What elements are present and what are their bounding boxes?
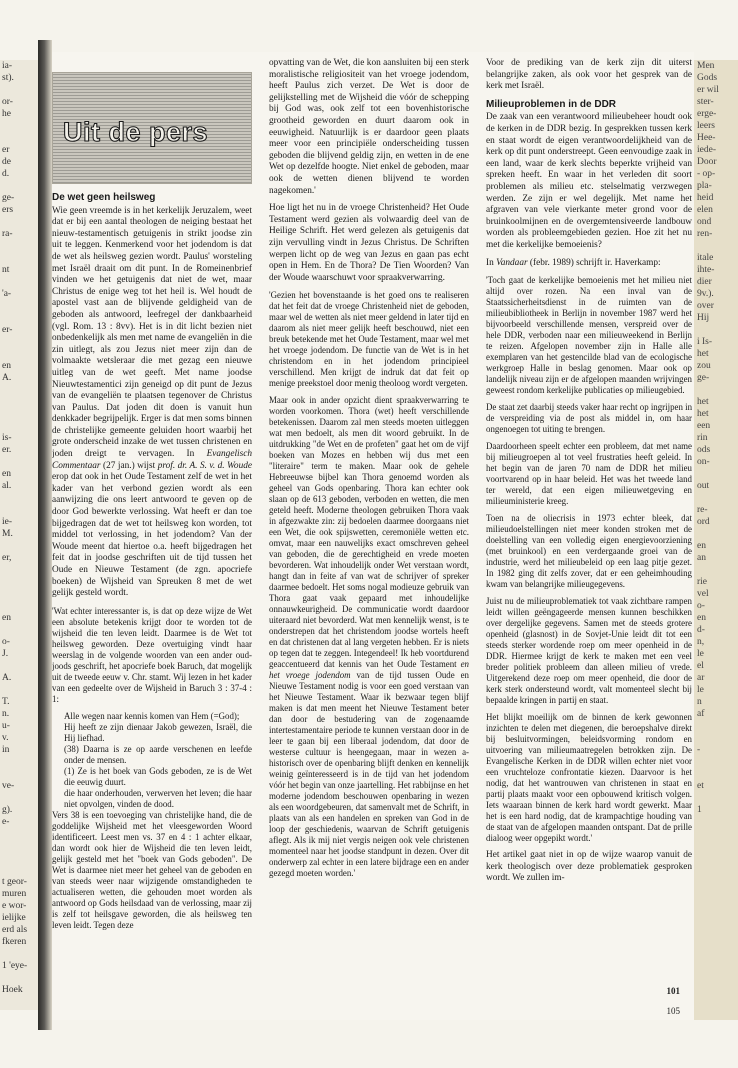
section-banner xyxy=(52,72,252,184)
quote-paragraph: Het blijkt moeilijk om de binnen de kerk gewonnen inzichten te delen met diegenen, die beroepshalve direkt bij besluitvormingen, beleidsvorming rondom en uitvoering van milieumaatregelen betrokken zijn. De Evangelische Kerken in de DDR willen echter niet voor een vruchteloze confrontatie kiezen. Daarvoor is het nodig, dat het wantrouwen van christenen in staat en partij plaats maakt voor een opbouwend kritisch volgen. Iets waaraan binnen de kerk hard wordt gewerkt. Maar het is een hard nodig, dat de krampachtige houding van de staat van de afgelopen maanden ontspant. Dat de prille dialoog weer opgepikt wordt.' xyxy=(486,712,692,844)
author-name: prof. dr. A. S. v. d. Woude xyxy=(157,460,252,471)
quote-paragraph: 'Toch gaat de kerkelijke bemoeienis met het milieu niet altijd over rozen. Na een inval van de Staatssicherheitsdienst in de ruimten van de milieubibliotheek in Berlijn in november 1987 werd het bijvoorbeeld verschillende mensen, verspreid over de hele DDR, verboden naar een milieuweekend in Berlijn te reizen. Afgelopen november zijn in Halle alle exemplaren van het gestencilde blad van de ecologische werkgroep Halle in beslag genomen. Maar ook op landelijk niveau zijn er de afgelopen maanden wrijvingen geweest rondom kerkelijke publicaties op milieugebied. xyxy=(486,275,692,396)
emphasis: en het vroege jodendom xyxy=(269,659,469,681)
quote-paragraph: 'Gezien het bovenstaande is het goed ons te realiseren dat het feit dat de vroege Christenheid niet de geboden, maar wel de wetten als niet meer geldend in later tijd en daarom als niet meer gelijk heeft beschouwd, niet een breuk betekende met het Oude Testament, maar wel met het vroege jodendom. De functie van de Wet is in het christendom en in het jodendom principieel verschillend. Men krijgt de indruk dat dat feit op menige preekstoel door menig theoloog wordt vergeten. xyxy=(269,290,469,389)
scripture-verse: (38) Daarna is ze op aarde verschenen en leefde onder de mensen. xyxy=(64,743,252,765)
paragraph: In Vandaar (febr. 1989) schrijft ir. Haverkamp: xyxy=(486,257,661,268)
quote-paragraph: Maar ook in ander opzicht dient spraakverwarring te worden voorkomen. Thora (wet) heeft verschillende betekenissen. Daarom zal men steeds moeten uitleggen wat men bedoelt, als men dit woord gebruikt. In de uitdrukking "de Wet en de profeten" gaat het om de vijf boeken van Mozes en hebben wij dus met een "literaire" term te maken. Maar ook de gehele Hebreeuwse bijbel kan Thora genoemd worden als geheel van Gods openbaring. Thora kan echter ook slaan op de 613 geboden, verboden en wetten, die men geteld heeft. Moderne theologen gebruiken Thora vaak in afgezwakte zin: zij bedoelen daarmee doorgaans niet een Wet, die ook spijswetten, ceremoniële wetten etc. omvat, maar een nauwelijks exact omschreven geheel van geboden, die de gerechtigheid en vrede moeten bevorderen. Wat inhoudelijk onder Wet verstaan wordt, hangt dan in feite af van wat de schrijver of spreker daarmee bedoelt. Het soms nogal modieuze gebruik van Thora gaat vaak gepaard met inhoudelijke onnauwkeurigheid. De communicatie wordt daardoor uiteraard niet bevorderd. Wat men kennelijk wenst, is te onderstrepen dat het christendom joodse wortels heeft en dat christenen dat al lang vergeten hebben. Er is niets op tegen dat te zeggen. Integendeel! Ik heb voortdurend geaccentueerd dat kennis van het Oude Testament en het vroege jodendom van de tijd tussen Oude en Nieuwe Testament nodig is voor een goed verstaan van het Nieuwe Testament. Waar ik bezwaar tegen blijf maken is dat men meent het Nieuwe Testament beter dan door de bestudering van de zogenaamde intertestamentaire periode te kunnen verstaan door in de leer te gaan bij een liberaal jodendom, dat door de westerse cultuur is heengegaan, maar in wezen a-historisch over de openbaring blijft denken en kennelijk weinig geïnteresseerd is in de tijd van het jodendom vóór het begin van onze jaartelling. Het rabbijnse en het moderne jodendom beschouwen openbaring in wezen als een woordgebeuren, dat samenvalt met de Schrift, in plaats van als een handelen en spreken van God in de loop der geschiedenis, waarvan de Schrift getuigenis aflegt. Als ik mij niet vergis neigen ook vele christenen momenteel naar het joodse standpunt in dezen. Over dit onderwerp zal echter in een latere bijdrage een en ander gezegd moeten worden.' xyxy=(269,395,469,879)
left-margin-fragments: ia- st). or- he er de d. ge- ers ra- nt 'a- er- en A. is- er. en al. ie- M. er, en o- J. A. T. n. u- v. in ve- g). e- t geor- muren e wor- ielijke erd als fkeren 1 'eye- Hoek xyxy=(2,61,28,995)
adjacent-page-right xyxy=(693,60,738,1020)
quote-paragraph: Juist nu de milieuproblematiek tot vaak zichtbare rampen leidt willen geëngageerde mensen kunnen beschikken over dergelijke gegevens. Samen met de steeds grotere openheid (glasnost) in de Sovjet-Unie leidt dit tot een steeds sterker wordende roep om meer openheid in de DDR. Hiermee krijgt de kerk te maken met een veel breder politiek probleem dan alleen milieu of vrede. Uitgerekend deze roep om meer openheid, die door de kerk sterk ondersteund wordt, valt momenteel slecht bij bepaalde kringen in partij en staat. xyxy=(486,596,692,706)
paragraph: Hoe ligt het nu in de vroege Christenheid? Het Oude Testament werd gezien als volwaardig deel van de Heilige Schrift. Het werd gelezen als getuigenis dat zijn vervulling vindt in Jezus Christus. De Schriften werpen licht op de weg van Jezus en gaan pas echt open in Hem. En de Thora? De Tien Woorden? Van der Woude waarschuwt voor spraakverwarring. xyxy=(269,203,469,283)
magazine-page xyxy=(52,52,694,1020)
quote-paragraph: 'Wat echter interessanter is, is dat op deze wijze de Wet een absolute betekenis krijgt door te worden tot de wijsheid die ten leven leidt. Daarmee is de Wet tot heilsweg geworden. Deze overtuiging vindt haar weerslag in de volgende woorden van een ander oud-joods geschrift, het apocriefe boek Baruch, dat mogelijk uit de tweede eeuw v. Chr. stamt. Wij lezen in het kader van een gedeelte over de Wijsheid in Baruch 3 : 37-4 : 1: xyxy=(52,605,252,704)
paragraph: opvatting van de Wet, die kon aansluiten bij een sterk moralistische religiositeit van het vroege jodendom, heeft Paulus zich verzet. De Wet is door de gelijkstelling met de Wijsheid die vóór de schepping bij God was, ook zelf tot een bovenhistorische grootheid geworden en duurt daarom ook in eeuwigheid. Natuurlijk is er daardoor geen plaats meer voor een principiële onderscheiding tussen geboden die blijvend geldig zijn, en wetten in de ene Wet op dezelfde hoogte. Niet enkel de geboden, maar ook de wetten dienen blijvend te worden nagekomen.' xyxy=(269,58,469,196)
source-title: Vandaar xyxy=(496,257,528,268)
paragraph: Wie geen vreemde is in het kerkelijk Jeruzalem, weet dat er bij een aantal theologen de neiging bestaat het nieuw-testamentisch getuigenis in strikt joodse zin uit te leggen. Kenmerkend voor het jodendom is dat de wet als heilsweg gezien wordt. Paulus' worsteling met Israël draait om dit punt. In de Romeinenbrief vinden we het getuigenis dat niet de wet, maar Christus de enige weg tot het heil is. Wel houdt de apostel vast aan de blijvende geldigheid van de geboden als antwoord, leefregel der dankbaarheid (vgl. Rom. 13 : 8vv). Het is in dit licht bezien niet onbedenkelijk als men met name de evangeliën in die zin uitlegt, als zou Jezus niet meer zijn dan de volmaakte wetsleraar die met gezag een nieuwe uitleg van de wet geeft. Met name joodse Nieuwtestamentici zijn geneigd op dit punt de Jezus van de evangeliën te plaatsen tegenover de Christus van Paulus. Dat joden dit doen is vanuit hun denkkader begrijpelijk. Erger is dat men soms binnen de christelijke gemeente geluiden hoort waarbij het grote onderscheid inzake de wet tussen christenen en joden dreigt te vervagen. In Evangelisch Commentaar (27 jan.) wijst prof. dr. A. S. v. d. Woude erop dat ook in het Oude Testament zelf de wet in het kader van het verbond gezien wordt als een aanwijzing die ons leert antwoord te geven op de door God bewerkte verlossing. Wat heeft er dan toe bijgedragen dat de wet tot heilsweg kon worden, tot middel tot verlossing, in het jodendom? Van der Woude meent dat hiertoe o.a. heeft bijgedragen het feit dat in joodse geschriften uit de tijd tussen het Oude en Nieuwe Testament (de zgn. apocriefe boeken) de Wijsheid van Spreuken 8 met de wet gelijk gesteld wordt. xyxy=(52,205,252,599)
scripture-verse: Hij heeft ze zijn dienaar Jakob gewezen, Israël, die Hij liefhad. xyxy=(64,721,252,743)
column-1 xyxy=(52,58,252,990)
paragraph: De zaak van een verantwoord milieubeheer houdt ook de kerken in de DDR bezig. In gesprekken tussen kerk en staat wordt de eigen verantwoordelijkheid van de kerk op dit punt onderstreept. Geen eenvoudige zaak in een land, waar de kerk slechts beperkte vrijheid van spreken heeft. En waar in het verleden dit soort problemen als milieu etc. stelselmatig verzwegen werden. Ze zijn er wel degelijk. Met name het afgraven van vele vierkante meter grond voor de bruinkoolmijnen en de overgemtensiveerde landbouw worden als probleemgebieden gezien. Hoe zit het nu met die kerkelijke bemoeienis? xyxy=(486,112,692,250)
page-number: 101 xyxy=(666,986,680,996)
source-title: Evangelisch Commentaar xyxy=(52,449,252,471)
column-3 xyxy=(486,58,692,990)
quote-paragraph: De staat zet daarbij steeds vaker haar recht op ingrijpen in de verspreiding via de post als middel in, om haar ongenoegen tot uiting te brengen. xyxy=(486,402,692,435)
adjacent-page-left xyxy=(0,60,39,1010)
right-margin-fragments: Men Gods er wil ster- erge- leers Hee- iede- Door - op- pla- heid elen ond ren- itale ihte- dier 9v.). over Hij i Is- het zou ge- het het een rin ods on- out re- ord en an rie vel o- en d- n, le el ar le n af - et 1 xyxy=(697,61,719,815)
column-2 xyxy=(269,58,469,990)
paragraph: Het artikel gaat niet in op de wijze waarop vanuit de kerk theologisch over deze problematiek gesproken wordt. We zullen im- xyxy=(486,850,692,884)
scripture-verse: Alle wegen naar kennis komen van Hem (=God); xyxy=(64,710,240,721)
page-number-secondary: 105 xyxy=(666,1006,680,1016)
quote-paragraph: Toen na de oliecrisis in 1973 echter bleek, dat milieudoelstellingen niet meer konden stroken met de doelstelling van een volledig eigen energievoorziening (met bruinkool) en een verdergaande groei van de industrie, werd het milieubeleid op een laag pitje gezet. In 1982 ging dit zelfs zover, dat er een geheimhouding kwam van belangrijke milieugegevens. xyxy=(486,513,692,590)
paragraph: Voor de prediking van de kerk zijn dit uiterst belangrijke zaken, als ook voor het gesprek van de kerk met Israël. xyxy=(486,58,692,92)
scripture-verse: (1) Ze is het boek van Gods geboden, ze is de Wet die eeuwig duurt. xyxy=(64,765,252,787)
scripture-verse: die haar onderhouden, verwerven het leven; die haar niet opvolgen, vinden de dood. xyxy=(64,787,252,809)
article-heading: De wet geen heilsweg xyxy=(52,192,156,203)
section-title: Uit de pers xyxy=(63,117,209,147)
binding-gutter xyxy=(38,40,52,1030)
article-heading: Milieuproblemen in de DDR xyxy=(486,98,617,110)
quote-paragraph: Vers 38 is een toevoeging van christelijke hand, die de goddelijke Wijsheid met het vleesgeworden Woord identificeert. Leest men vs. 37 en 4 : 1 achter elkaar, dan wordt ook hier de Wijsheid die ten leven leidt, gelijk gesteld met het "boek van Gods geboden". De Wet is daarmee niet meer het geheel van de geboden en van steeds weer naar wijzigende omstandigheden te actualiseren wetten, die gehouden moet worden als antwoord op Gods heilsdaad van de verlossing, maar zij is zelf tot heilsgave geworden, die als heilsweg ten leven leidt. Tegen deze xyxy=(52,809,252,930)
quote-paragraph: Daardoorheen speelt echter een probleem, dat met name bij milieugroepen al tot veel frustraties heeft geleid. In het begin van de jaren 70 nam de DDR het milieu voortvarend op in haar beleid. Het was het tweede land ter wereld, dat een eigen milieuwetgeving en milieuministerie kreeg. xyxy=(486,441,692,507)
